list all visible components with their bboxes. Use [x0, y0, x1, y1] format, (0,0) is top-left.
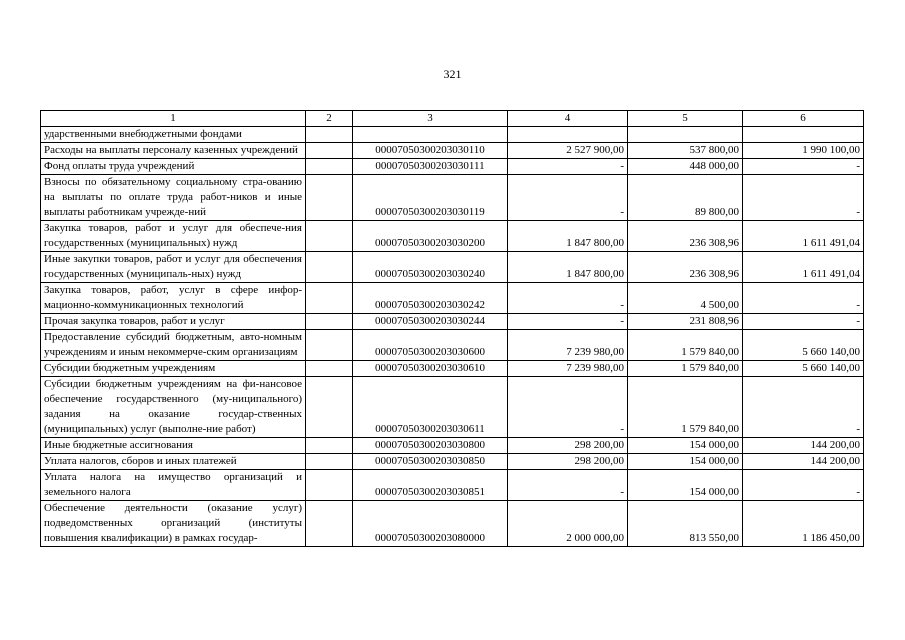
- row-col2: [306, 314, 353, 330]
- row-value-4: 298 200,00: [508, 454, 628, 470]
- row-value-6: -: [743, 159, 864, 175]
- row-value-4: 1 847 800,00: [508, 252, 628, 283]
- row-value-6: 144 200,00: [743, 438, 864, 454]
- table-row: [41, 377, 864, 438]
- row-col2: [306, 159, 353, 175]
- header-cell-1: 1: [41, 111, 306, 127]
- row-col2: [306, 454, 353, 470]
- row-value-4: -: [508, 377, 628, 438]
- row-value-6: -: [743, 377, 864, 438]
- row-col2: [306, 501, 353, 547]
- row-name: Субсидии бюджетным учреждениям на фи-нансовое обеспечение государственного (му-ниципального) задания на оказание государ-ственных (муниципальных) услуг (выполне-ние работ): [41, 377, 306, 438]
- row-code: 00007050300203030800: [353, 438, 508, 454]
- row-value-4: 7 239 980,00: [508, 361, 628, 377]
- table-row: [41, 143, 864, 159]
- row-code: 00007050300203030240: [353, 252, 508, 283]
- row-name: Иные бюджетные ассигнования: [41, 438, 306, 454]
- row-value-5: 231 808,96: [628, 314, 743, 330]
- table-row: [41, 330, 864, 361]
- row-value-5: 236 308,96: [628, 221, 743, 252]
- row-name: Уплата налога на имущество организаций и земельного налога: [41, 470, 306, 501]
- row-code: [353, 127, 508, 143]
- row-name: Расходы на выплаты персоналу казенных учреждений: [41, 143, 306, 159]
- table-row: [41, 252, 864, 283]
- row-col2: [306, 438, 353, 454]
- row-value-4: -: [508, 470, 628, 501]
- header-cell-2: 2: [306, 111, 353, 127]
- row-value-6: 5 660 140,00: [743, 330, 864, 361]
- row-name: Фонд оплаты труда учреждений: [41, 159, 306, 175]
- row-code: 00007050300203030851: [353, 470, 508, 501]
- row-value-5: 813 550,00: [628, 501, 743, 547]
- row-name: Прочая закупка товаров, работ и услуг: [41, 314, 306, 330]
- row-col2: [306, 175, 353, 221]
- row-value-6: 5 660 140,00: [743, 361, 864, 377]
- row-name: Уплата налогов, сборов и иных платежей: [41, 454, 306, 470]
- row-col2: [306, 221, 353, 252]
- row-value-4: -: [508, 159, 628, 175]
- row-code: 00007050300203030600: [353, 330, 508, 361]
- row-code: 00007050300203030242: [353, 283, 508, 314]
- table-row: [41, 314, 864, 330]
- row-value-4: -: [508, 314, 628, 330]
- table-row: [41, 361, 864, 377]
- header-cell-6: 6: [743, 111, 864, 127]
- row-code: 00007050300203030244: [353, 314, 508, 330]
- row-col2: [306, 283, 353, 314]
- row-value-5: 448 000,00: [628, 159, 743, 175]
- row-name: ударственными внебюджетными фондами: [41, 127, 306, 143]
- row-value-5: 537 800,00: [628, 143, 743, 159]
- row-value-5: 1 579 840,00: [628, 330, 743, 361]
- table-row: [41, 159, 864, 175]
- table-row: [41, 501, 864, 547]
- row-value-4: 2 527 900,00: [508, 143, 628, 159]
- row-value-5: 89 800,00: [628, 175, 743, 221]
- row-value-4: -: [508, 283, 628, 314]
- row-value-5: 1 579 840,00: [628, 361, 743, 377]
- row-col2: [306, 470, 353, 501]
- row-name: Закупка товаров, работ, услуг в сфере инфор-мационно-коммуникационных технологий: [41, 283, 306, 314]
- row-col2: [306, 330, 353, 361]
- row-code: 00007050300203030611: [353, 377, 508, 438]
- row-value-5: 236 308,96: [628, 252, 743, 283]
- header-cell-3: 3: [353, 111, 508, 127]
- row-name: Предоставление субсидий бюджетным, авто-номным учреждениям и иным некоммерче-ским организациям: [41, 330, 306, 361]
- table-row: [41, 175, 864, 221]
- row-value-6: -: [743, 470, 864, 501]
- row-name: Закупка товаров, работ и услуг для обеспече-ния государственных (муниципальных) нужд: [41, 221, 306, 252]
- row-value-4: 7 239 980,00: [508, 330, 628, 361]
- table-row: [41, 454, 864, 470]
- header-cell-5: 5: [628, 111, 743, 127]
- budget-table: [40, 110, 864, 547]
- header-row: [41, 111, 864, 127]
- page-number: 321: [443, 67, 462, 81]
- row-value-4: 298 200,00: [508, 438, 628, 454]
- row-value-4: -: [508, 175, 628, 221]
- table-row: [41, 221, 864, 252]
- row-name: Иные закупки товаров, работ и услуг для обеспечения государственных (муниципаль-ных) нужд: [41, 252, 306, 283]
- row-code: 00007050300203030111: [353, 159, 508, 175]
- row-col2: [306, 143, 353, 159]
- row-col2: [306, 252, 353, 283]
- row-col2: [306, 361, 353, 377]
- table-row: [41, 127, 864, 143]
- row-value-6: 1 611 491,04: [743, 221, 864, 252]
- row-code: 00007050300203030200: [353, 221, 508, 252]
- row-name: Взносы по обязательному социальному стра-ованию на выплаты по оплате труда работ-ников и иные выплаты работникам учрежде-ний: [41, 175, 306, 221]
- row-value-6: -: [743, 314, 864, 330]
- row-value-5: 154 000,00: [628, 454, 743, 470]
- row-code: 00007050300203030850: [353, 454, 508, 470]
- row-value-6: 144 200,00: [743, 454, 864, 470]
- row-value-4: 1 847 800,00: [508, 221, 628, 252]
- row-value-4: [508, 127, 628, 143]
- row-value-5: [628, 127, 743, 143]
- row-code: 00007050300203030610: [353, 361, 508, 377]
- table-row: [41, 283, 864, 314]
- row-value-5: 4 500,00: [628, 283, 743, 314]
- table-row: [41, 470, 864, 501]
- row-col2: [306, 127, 353, 143]
- header-cell-4: 4: [508, 111, 628, 127]
- table-row: [41, 438, 864, 454]
- row-value-5: 154 000,00: [628, 438, 743, 454]
- row-value-5: 1 579 840,00: [628, 377, 743, 438]
- row-value-6: 1 611 491,04: [743, 252, 864, 283]
- row-code: 00007050300203080000: [353, 501, 508, 547]
- row-name: Обеспечение деятельности (оказание услуг) подведомственных организаций (институты повышения квалификации) в рамках государ-: [41, 501, 306, 547]
- row-value-6: -: [743, 283, 864, 314]
- row-value-6: 1 186 450,00: [743, 501, 864, 547]
- row-value-5: 154 000,00: [628, 470, 743, 501]
- row-code: 00007050300203030110: [353, 143, 508, 159]
- row-value-6: [743, 127, 864, 143]
- row-value-4: 2 000 000,00: [508, 501, 628, 547]
- row-value-6: -: [743, 175, 864, 221]
- row-name: Субсидии бюджетным учреждениям: [41, 361, 306, 377]
- row-code: 00007050300203030119: [353, 175, 508, 221]
- row-value-6: 1 990 100,00: [743, 143, 864, 159]
- row-col2: [306, 377, 353, 438]
